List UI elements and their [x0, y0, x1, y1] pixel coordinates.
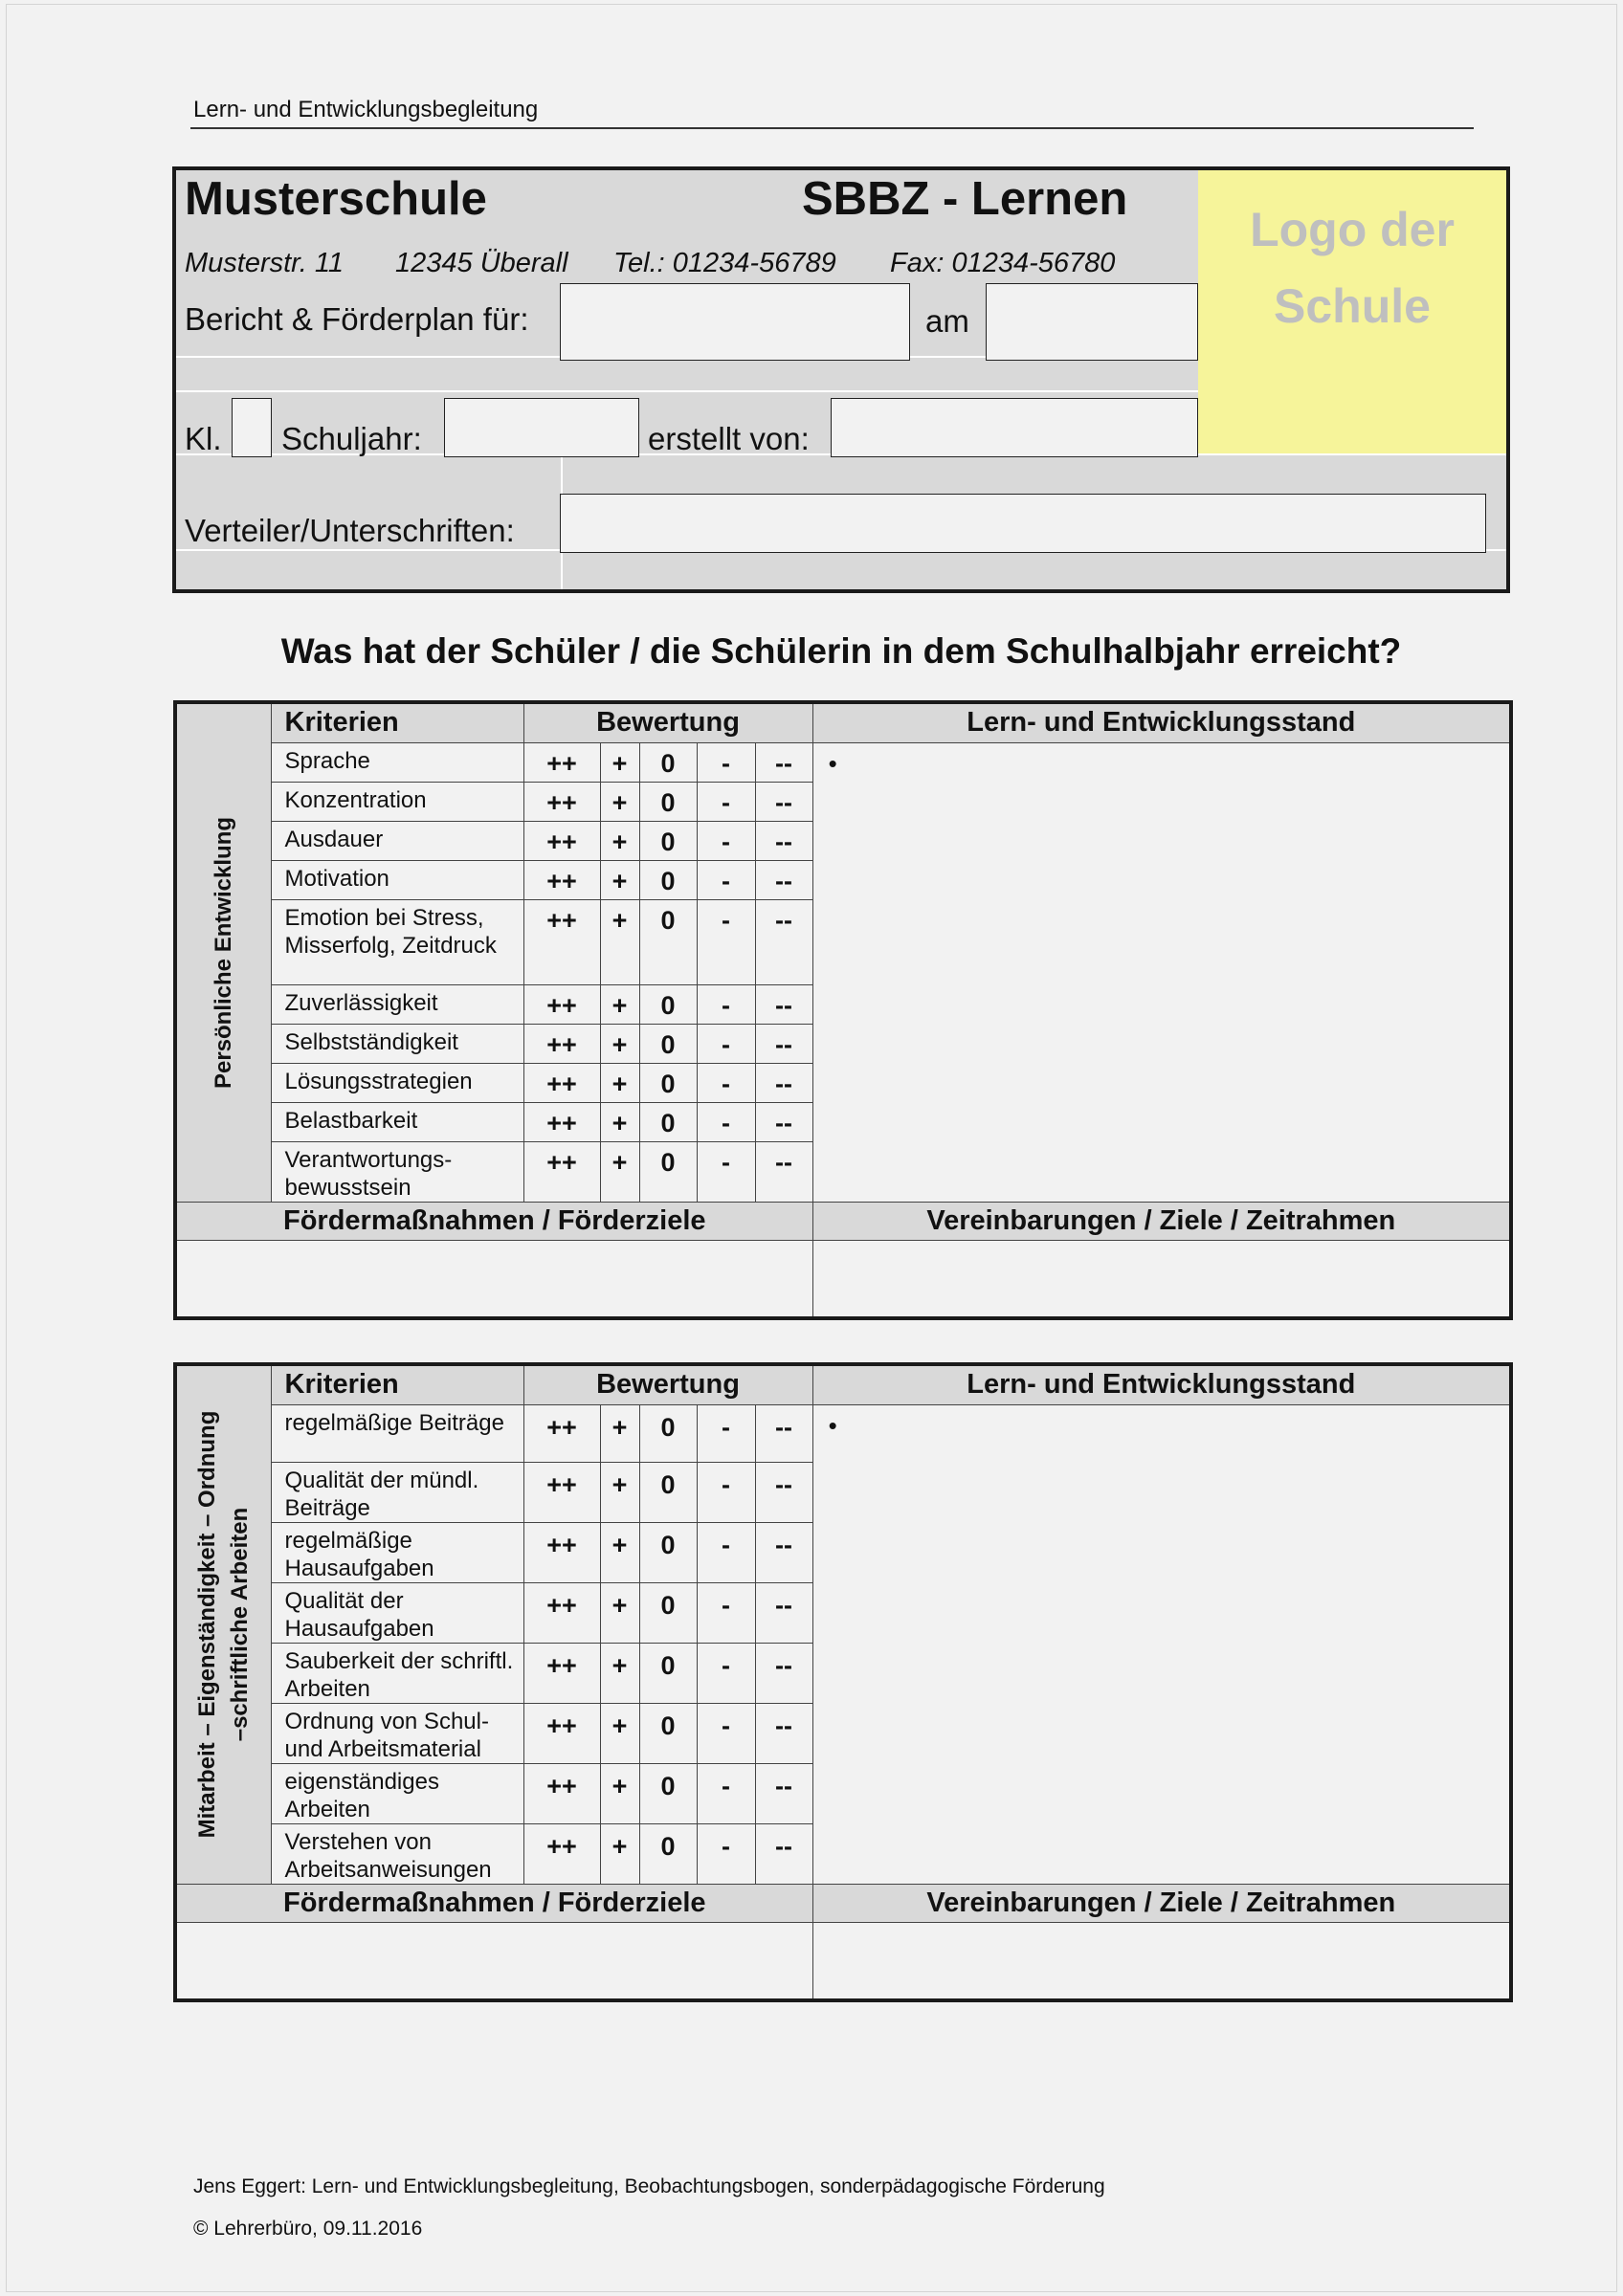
rating-good[interactable]: +	[600, 1763, 639, 1823]
criterion-label: Konzentration	[271, 782, 523, 821]
rating-very-good[interactable]: ++	[523, 1404, 600, 1462]
rating-good[interactable]: +	[600, 1102, 639, 1141]
rating-weak[interactable]: -	[697, 1763, 755, 1823]
rating-very-good[interactable]: ++	[523, 899, 600, 984]
class-label: Kl.	[185, 421, 222, 456]
bullet: •	[828, 1410, 837, 1440]
criterion-label: Belastbarkeit	[271, 1102, 523, 1141]
criterion-label: Motivation	[271, 860, 523, 899]
rating-very-weak[interactable]: --	[755, 1462, 812, 1522]
section-title: Persönliche Entwicklung	[210, 816, 236, 1089]
rating-weak[interactable]: -	[697, 899, 755, 984]
rating-neutral[interactable]: 0	[639, 984, 697, 1024]
rating-neutral[interactable]: 0	[639, 899, 697, 984]
section-side-label	[175, 702, 271, 1202]
rating-very-weak[interactable]: --	[755, 1404, 812, 1462]
school-city: 12345 Überall	[395, 248, 568, 278]
rating-very-good[interactable]: ++	[523, 1582, 600, 1643]
rating-very-good[interactable]: ++	[523, 1462, 600, 1522]
rating-good[interactable]: +	[600, 1522, 639, 1582]
criterion-label: regelmäßige Hausaufgaben	[271, 1522, 523, 1582]
criterion-label: Qualität der mündl. Beiträge	[271, 1462, 523, 1522]
rating-good[interactable]: +	[600, 1462, 639, 1522]
status-header: Lern- und Entwicklungsstand	[812, 702, 1511, 742]
rating-very-weak[interactable]: --	[755, 782, 812, 821]
criterion-label: Sauberkeit der schriftl. Arbeiten	[271, 1643, 523, 1703]
rating-neutral[interactable]: 0	[639, 1582, 697, 1643]
school-year-label: Schuljahr:	[281, 421, 422, 456]
rating-very-good[interactable]: ++	[523, 742, 600, 782]
status-header: Lern- und Entwicklungsstand	[812, 1364, 1511, 1404]
rating-weak[interactable]: -	[697, 782, 755, 821]
rating-good[interactable]: +	[600, 984, 639, 1024]
rating-neutral[interactable]: 0	[639, 742, 697, 782]
rating-good[interactable]: +	[600, 782, 639, 821]
rating-neutral[interactable]: 0	[639, 1024, 697, 1063]
rating-header: Bewertung	[523, 702, 812, 742]
status-notes[interactable]	[812, 1404, 1511, 1884]
date-label: am	[925, 303, 969, 339]
section-question: Was hat der Schüler / die Schülerin in dem Schulhalbjahr erreicht?	[280, 631, 1402, 671]
rating-good[interactable]: +	[600, 1063, 639, 1102]
report-for-label: Bericht & Förderplan für:	[185, 301, 529, 337]
table-row	[175, 1404, 1511, 1462]
rating-weak[interactable]: -	[697, 1582, 755, 1643]
status-notes[interactable]	[812, 742, 1511, 1202]
rating-very-good[interactable]: ++	[523, 1522, 600, 1582]
school-fax: Fax: 01234-56780	[890, 248, 1116, 278]
rating-neutral[interactable]: 0	[639, 1404, 697, 1462]
rating-weak[interactable]: -	[697, 1643, 755, 1703]
rating-very-good[interactable]: ++	[523, 984, 600, 1024]
agreements-field[interactable]	[812, 1240, 1511, 1318]
logo-line-2: Schule	[1274, 279, 1431, 333]
rating-neutral[interactable]: 0	[639, 1643, 697, 1703]
header-rule	[190, 127, 1474, 129]
rating-good[interactable]: +	[600, 1582, 639, 1643]
criterion-label: Zuverlässigkeit	[271, 984, 523, 1024]
rating-good[interactable]: +	[600, 899, 639, 984]
criterion-label: regelmäßige Beiträge	[271, 1404, 523, 1462]
rating-neutral[interactable]: 0	[639, 1462, 697, 1522]
rating-weak[interactable]: -	[697, 1102, 755, 1141]
created-by-label: erstellt von:	[648, 421, 810, 456]
assessment-table-work	[173, 1362, 1513, 2002]
created-by-field[interactable]	[831, 398, 1198, 457]
criterion-label: Qualität der Hausaufgaben	[271, 1582, 523, 1643]
criteria-header: Kriterien	[271, 702, 523, 742]
rating-very-good[interactable]: ++	[523, 1823, 600, 1884]
section-title	[191, 1411, 256, 1839]
rating-very-weak[interactable]: --	[755, 1643, 812, 1703]
criterion-label: Ordnung von Schul- und Arbeitsmaterial	[271, 1703, 523, 1763]
rating-weak[interactable]: -	[697, 1141, 755, 1202]
section-side-label	[175, 1364, 271, 1884]
criterion-label: Selbstständigkeit	[271, 1024, 523, 1063]
logo-text	[1198, 191, 1506, 344]
school-year-field[interactable]	[444, 398, 639, 457]
distribution-field[interactable]	[560, 494, 1486, 553]
rating-neutral[interactable]: 0	[639, 1823, 697, 1884]
rating-weak[interactable]: -	[697, 821, 755, 860]
rating-weak[interactable]: -	[697, 1462, 755, 1522]
rating-very-weak[interactable]: --	[755, 1582, 812, 1643]
rating-very-good[interactable]: ++	[523, 821, 600, 860]
report-for-field[interactable]	[560, 283, 910, 361]
rating-very-good[interactable]: ++	[523, 782, 600, 821]
rating-good[interactable]: +	[600, 860, 639, 899]
agreements-header: Vereinbarungen / Ziele / Zeitrahmen	[812, 1884, 1511, 1922]
criterion-label: Verstehen von Arbeitsanweisungen	[271, 1823, 523, 1884]
logo-line-1: Logo der	[1250, 203, 1455, 256]
rating-very-good[interactable]: ++	[523, 860, 600, 899]
rating-good[interactable]: +	[600, 1703, 639, 1763]
table-row	[175, 742, 1511, 782]
criterion-label: Emotion bei Stress, Misserfolg, Zeitdruck	[271, 899, 523, 984]
rating-very-weak[interactable]: --	[755, 1703, 812, 1763]
measures-field[interactable]	[175, 1922, 812, 2000]
rating-very-weak[interactable]: --	[755, 821, 812, 860]
rating-good[interactable]: +	[600, 742, 639, 782]
criteria-header: Kriterien	[271, 1364, 523, 1404]
criterion-label: Ausdauer	[271, 821, 523, 860]
criterion-label: Verantwortungs-bewusstsein	[271, 1141, 523, 1202]
rating-very-weak[interactable]: --	[755, 1063, 812, 1102]
measures-header: Fördermaßnahmen / Förderziele	[175, 1884, 812, 1922]
rating-neutral[interactable]: 0	[639, 1102, 697, 1141]
assessment-table-personal	[173, 700, 1513, 1320]
rating-very-weak[interactable]: --	[755, 1763, 812, 1823]
rating-neutral[interactable]: 0	[639, 821, 697, 860]
section-title-line-2: –schriftliche Arbeiten	[226, 1508, 253, 1742]
bullet: •	[828, 748, 837, 778]
rating-neutral[interactable]: 0	[639, 1063, 697, 1102]
rating-good[interactable]: +	[600, 1404, 639, 1462]
rating-weak[interactable]: -	[697, 1703, 755, 1763]
rating-weak[interactable]: -	[697, 1404, 755, 1462]
rating-very-good[interactable]: ++	[523, 1063, 600, 1102]
agreements-header: Vereinbarungen / Ziele / Zeitrahmen	[812, 1202, 1511, 1240]
running-header: Lern- und Entwicklungsbegleitung	[193, 97, 539, 122]
agreements-field[interactable]	[812, 1922, 1511, 2000]
rating-very-good[interactable]: ++	[523, 1141, 600, 1202]
rating-weak[interactable]: -	[697, 1024, 755, 1063]
rating-weak[interactable]: -	[697, 1063, 755, 1102]
rating-very-weak[interactable]: --	[755, 984, 812, 1024]
rating-neutral[interactable]: 0	[639, 860, 697, 899]
footer-copyright: © Lehrerbüro, 09.11.2016	[193, 2218, 423, 2240]
rating-very-weak[interactable]: --	[755, 860, 812, 899]
rating-weak[interactable]: -	[697, 860, 755, 899]
school-name: Musterschule	[185, 173, 487, 225]
rating-good[interactable]: +	[600, 1024, 639, 1063]
rating-very-weak[interactable]: --	[755, 1024, 812, 1063]
class-field[interactable]	[232, 398, 272, 457]
rating-weak[interactable]: -	[697, 742, 755, 782]
rating-very-good[interactable]: ++	[523, 1643, 600, 1703]
criterion-label: Sprache	[271, 742, 523, 782]
rating-very-weak[interactable]: --	[755, 1522, 812, 1582]
rating-very-good[interactable]: ++	[523, 1763, 600, 1823]
rating-good[interactable]: +	[600, 1643, 639, 1703]
rating-very-weak[interactable]: --	[755, 899, 812, 984]
rating-weak[interactable]: -	[697, 984, 755, 1024]
rating-neutral[interactable]: 0	[639, 1703, 697, 1763]
rating-good[interactable]: +	[600, 1141, 639, 1202]
rating-neutral[interactable]: 0	[639, 1763, 697, 1823]
rating-weak[interactable]: -	[697, 1823, 755, 1884]
measures-header: Fördermaßnahmen / Förderziele	[175, 1202, 812, 1240]
school-type: SBBZ - Lernen	[802, 173, 1128, 225]
grid-line	[176, 390, 1198, 392]
rating-good[interactable]: +	[600, 821, 639, 860]
footer-attribution: Jens Eggert: Lern- und Entwicklungsbegleitung, Beobachtungsbogen, sonderpädagogische Förderung	[193, 2175, 1105, 2197]
rating-very-weak[interactable]: --	[755, 1823, 812, 1884]
school-phone: Tel.: 01234-56789	[613, 248, 836, 278]
rating-very-weak[interactable]: --	[755, 1102, 812, 1141]
rating-very-weak[interactable]: --	[755, 742, 812, 782]
criterion-label: Lösungsstrategien	[271, 1063, 523, 1102]
rating-neutral[interactable]: 0	[639, 1522, 697, 1582]
section-title-line-1: Mitarbeit – Eigenständigkeit – Ordnung	[193, 1410, 220, 1839]
rating-neutral[interactable]: 0	[639, 1141, 697, 1202]
rating-very-good[interactable]: ++	[523, 1024, 600, 1063]
rating-good[interactable]: +	[600, 1823, 639, 1884]
measures-field[interactable]	[175, 1240, 812, 1318]
rating-very-weak[interactable]: --	[755, 1141, 812, 1202]
criterion-label: eigenständiges Arbeiten	[271, 1763, 523, 1823]
date-field[interactable]	[986, 283, 1198, 361]
rating-header: Bewertung	[523, 1364, 812, 1404]
rating-very-good[interactable]: ++	[523, 1703, 600, 1763]
rating-very-good[interactable]: ++	[523, 1102, 600, 1141]
rating-neutral[interactable]: 0	[639, 782, 697, 821]
school-street: Musterstr. 11	[185, 248, 344, 278]
distribution-label: Verteiler/Unterschriften:	[185, 513, 515, 548]
rating-weak[interactable]: -	[697, 1522, 755, 1582]
